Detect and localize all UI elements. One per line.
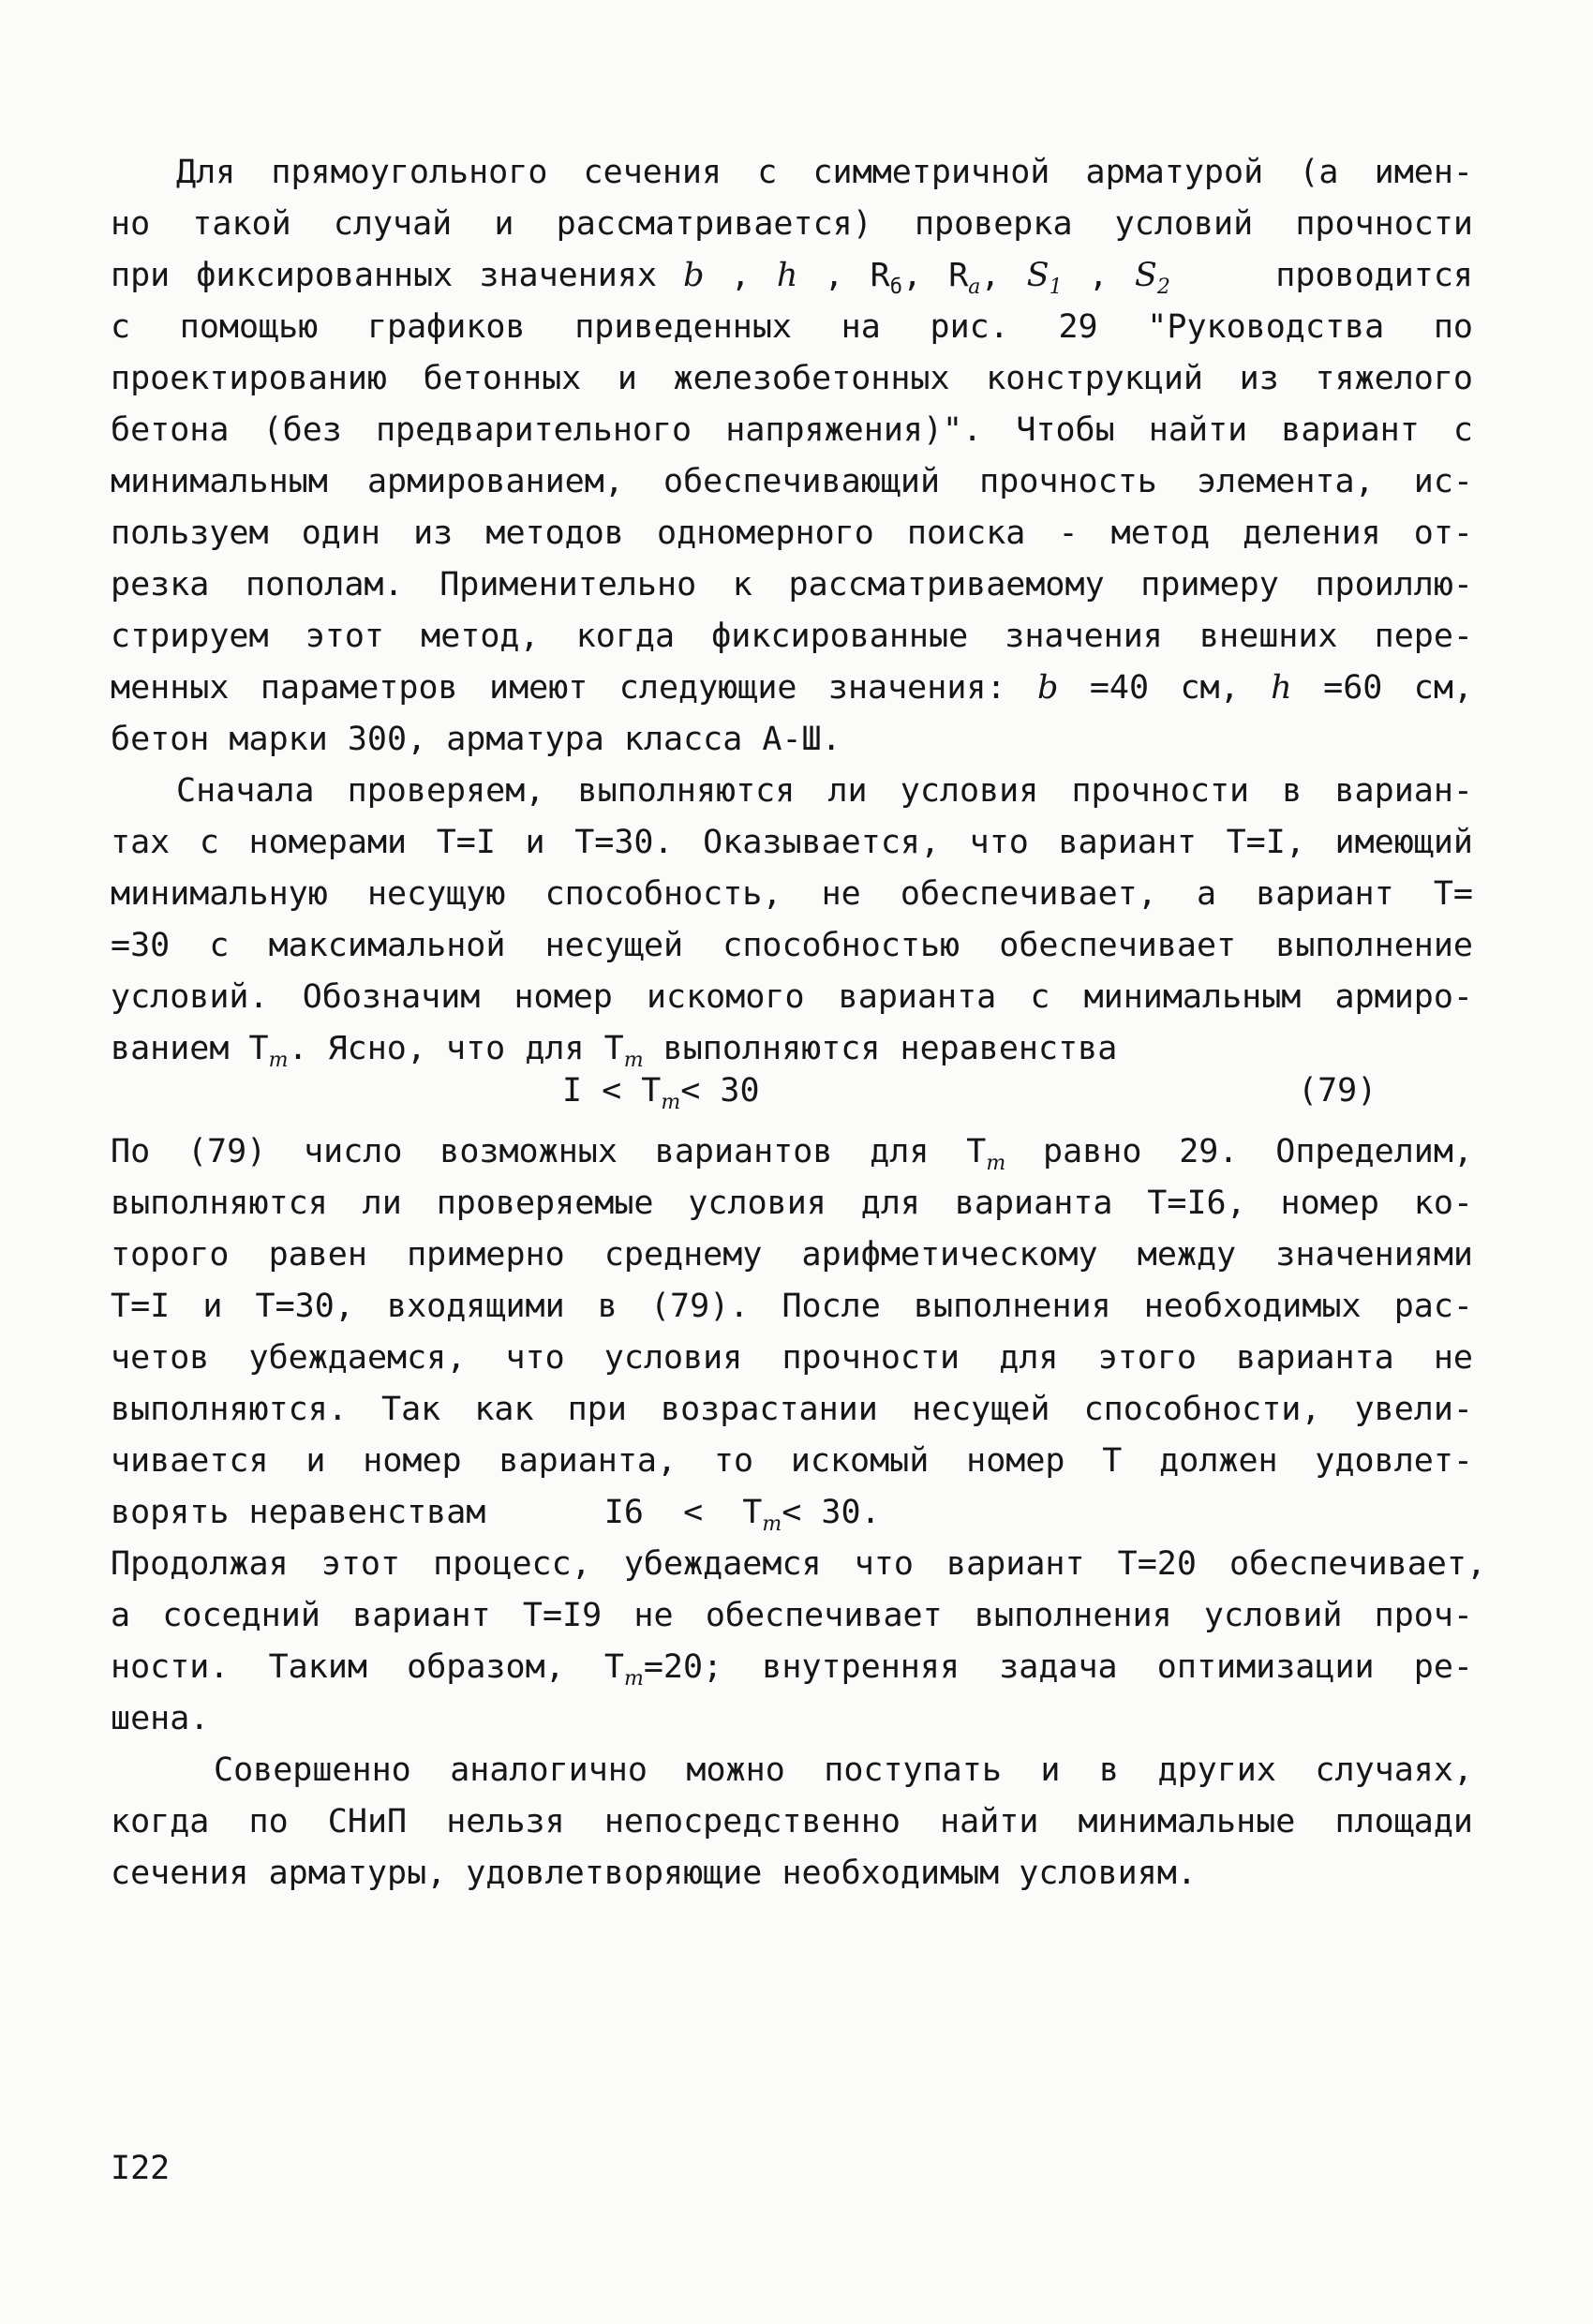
text-line: но такой случай и рассматривается) проверка условий прочности <box>111 205 1473 243</box>
formula-expression <box>562 1068 760 1125</box>
subscript: 1 <box>1049 276 1063 299</box>
text-line: выполняются. Так как при возрастании несущей способности, увели- <box>111 1391 1473 1428</box>
subscript: б <box>889 276 902 299</box>
text-line <box>111 1129 1473 1174</box>
text-line: Совершенно аналогично можно поступать и в других случаях, <box>214 1751 1473 1789</box>
equation-number: (79) <box>1298 1072 1377 1110</box>
text-line: торого равен примерно среднему арифметическому между значениями <box>111 1236 1473 1274</box>
text-line: при фиксированных значениях b , h , $R_б$, $R_a$, $S_1$ , $S_2$ проводится <box>111 257 1473 299</box>
subscript: m <box>623 1049 644 1072</box>
text-line: сечения арматуры, удовлетворяющие необходимым условиям. <box>111 1855 1197 1892</box>
text-span: =20; внутренняя задача оптимизации ре- <box>643 1648 1473 1686</box>
text-span: < 30 <box>680 1072 760 1110</box>
text-span: при фиксированных значениях <box>111 257 684 294</box>
text-line: пользуем один из методов одномерного поиска - метод деления от- <box>111 514 1473 552</box>
text-line: четов убеждаемся, что условия прочности для этого варианта не <box>111 1339 1473 1377</box>
text-line <box>111 1026 1473 1071</box>
subscript: m <box>623 1667 644 1691</box>
text-span: =60 см, <box>1323 669 1473 707</box>
page-number: I22 <box>111 2150 171 2187</box>
var-b: b <box>1036 669 1059 707</box>
subscript: m <box>762 1512 782 1536</box>
text-line: а соседний вариант Т=I9 не обеспечивает выполнения условий проч- <box>111 1597 1473 1634</box>
text-line: =30 с максимальной несущей способностью обеспечивает выполнение <box>111 927 1473 964</box>
var-h: h <box>776 257 798 294</box>
text-line: чивается и номер варианта, то искомый номер Т должен удовлет- <box>111 1442 1473 1480</box>
text-span: По (79) число возможных вариантов для Т <box>111 1133 987 1170</box>
subscript: m <box>661 1091 681 1114</box>
text-span: ванием Т <box>111 1030 269 1067</box>
text-line: Сначала проверяем, выполняются ли условия прочности в вариан- <box>176 772 1473 810</box>
text-line: выполняются ли проверяемые условия для варианта Т=I6, номер ко- <box>111 1184 1473 1222</box>
subscript: m <box>268 1049 289 1072</box>
text-line <box>111 1645 1473 1690</box>
var-h: h <box>1271 669 1292 707</box>
subscript: 2 <box>1156 276 1170 299</box>
text-line: минимальную несущую способность, не обеспечивает, а вариант Т= <box>111 875 1473 913</box>
text-line <box>111 1490 1473 1535</box>
text-line: бетон марки 300, арматура класса А-Ш. <box>111 721 841 758</box>
text-span: ворять неравенствам I6 < Т <box>111 1494 763 1531</box>
text-line: проектированию бетонных и железобетонных конструкций из тяжелого <box>111 360 1473 397</box>
var-b: b <box>683 257 705 294</box>
subscript: m <box>986 1152 1006 1175</box>
var-s: S <box>1134 257 1157 294</box>
var-r: R <box>948 257 969 294</box>
subscript: a <box>968 276 981 299</box>
text-line: шена. <box>111 1700 210 1737</box>
text-span: ности. Таким образом, Т <box>111 1648 624 1686</box>
text-span: менных параметров имеют следующие значения: <box>111 669 1037 707</box>
text-line: резка пополам. Применительно к рассматриваемому примеру проиллю- <box>111 566 1473 603</box>
text-span: проводится <box>1275 257 1473 294</box>
text-line: бетона (без предварительного напряжения)". Чтобы найти вариант с <box>111 411 1473 449</box>
text-span: < 30. <box>782 1494 881 1531</box>
text-line: условий. Обозначим номер искомого варианта с минимальным армиро- <box>111 978 1473 1016</box>
text-line: с помощью графиков приведенных на рис. 29 "Руководства по <box>111 308 1473 346</box>
text-line <box>111 665 1473 710</box>
text-line: Для прямоугольного сечения с симметричной арматурой (а имен- <box>176 154 1473 191</box>
text-line: когда по СНиП нельзя непосредственно найти минимальные площади <box>111 1803 1473 1840</box>
text-span: =40 см, <box>1089 669 1272 707</box>
var-s: S <box>1026 257 1050 294</box>
text-span: I < Т <box>562 1072 662 1110</box>
var-r: R <box>870 257 890 294</box>
text-span: равно 29. Определим, <box>1005 1133 1473 1170</box>
text-line: минимальным армированием, обеспечивающий прочность элемента, ис- <box>111 463 1473 500</box>
text-span: . Ясно, что для Т <box>288 1030 624 1067</box>
text-line: Т=I и Т=30, входящими в (79). После выполнения необходимых рас- <box>111 1288 1473 1325</box>
text-line: Продолжая этот процесс, убеждаемся что вариант Т=20 обеспечивает, <box>111 1545 1486 1583</box>
text-span: выполняются неравенства <box>643 1030 1118 1067</box>
text-line: тах с номерами Т=I и Т=30. Оказывается, что вариант Т=I, имеющий <box>111 824 1473 861</box>
text-line: стрируем этот метод, когда фиксированные значения внешних пере- <box>111 618 1473 655</box>
